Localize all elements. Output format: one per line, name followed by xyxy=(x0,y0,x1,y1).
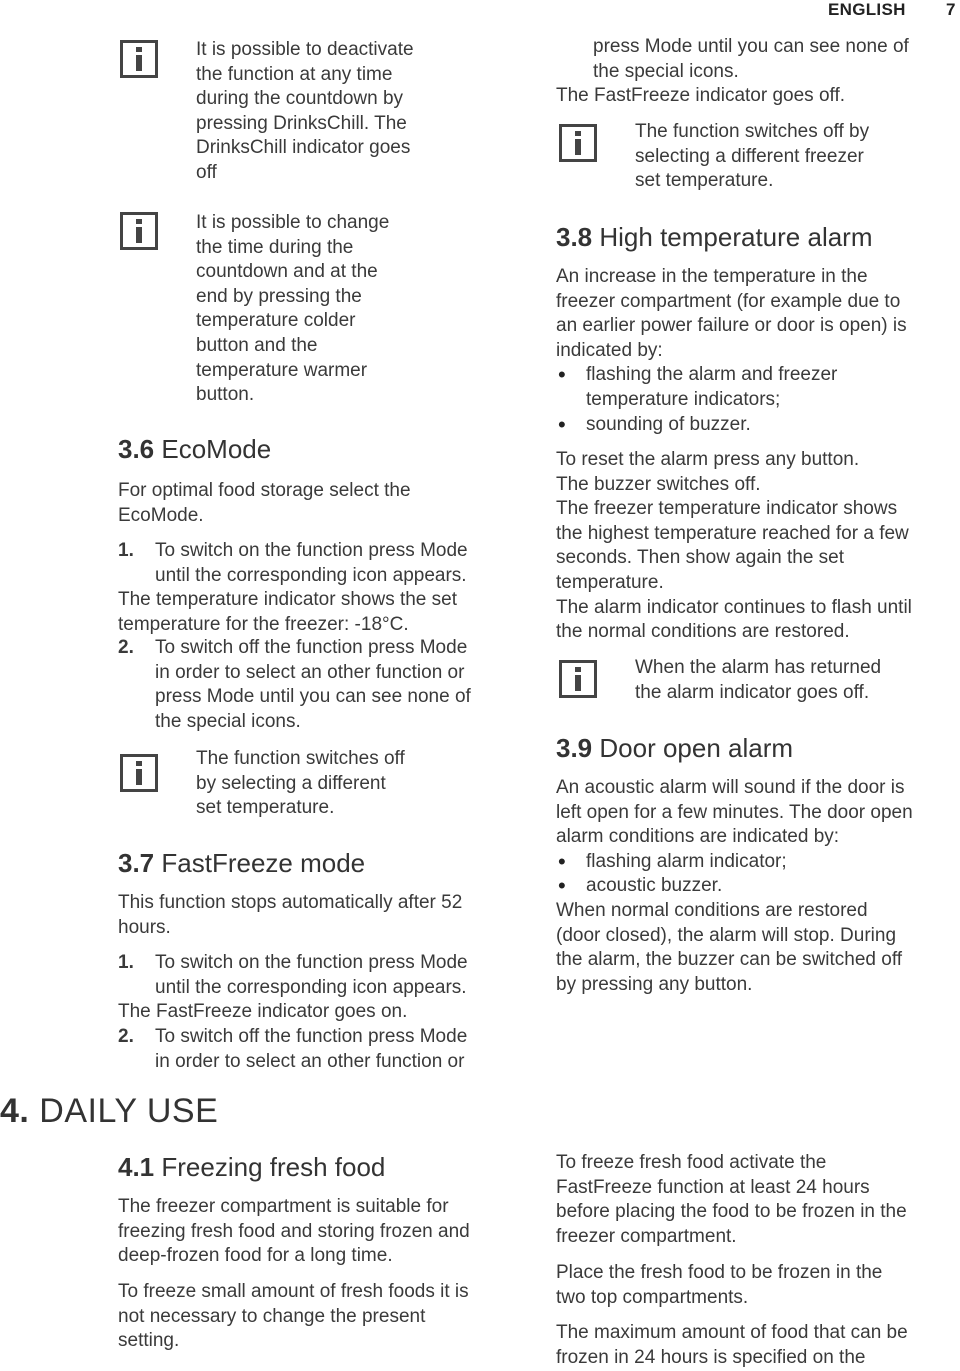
fastfreeze-step-2: 2. To switch off the function press Mode in order to select an other function or xyxy=(118,1026,468,1072)
chapter-heading-4: 4. DAILY USE xyxy=(0,1092,219,1130)
fastfreeze-intro: This function stops automatically after 52 hours. xyxy=(118,892,463,938)
freezing-right-p2: Place the fresh food to be frozen in the two top compartments. xyxy=(556,1262,883,1308)
ecomode-intro: For optimal food storage select the EcoMode. xyxy=(118,480,411,526)
info-note-ecomode-off: The function switches off by selecting a different set temperature. xyxy=(196,748,405,819)
section-heading-4-1: 4.1 Freezing fresh food xyxy=(118,1152,386,1182)
freezing-fresh-food-p1: The freezer compartment is suitable for freezing fresh food and storing frozen and deep-frozen food for a long time. xyxy=(118,1196,470,1267)
language-label: ENGLISH xyxy=(828,0,906,19)
high-temp-alarm-intro: An increase in the temperature in the freezer compartment (for example due to an earlier power failure or door is open) is indicated by: • flashing the alarm and freezer temperature indicators; • sounding of buzzer. xyxy=(556,265,960,437)
info-note-fastfreeze-off: The function switches off by selecting a different freezer set temperature. xyxy=(635,121,870,192)
section-heading-3-9: 3.9 Door open alarm xyxy=(556,733,794,763)
bullet-item: • flashing the alarm and freezer temperature indicators; xyxy=(556,363,960,412)
section-heading-3-7: 3.7 FastFreeze mode xyxy=(118,848,366,878)
high-temp-alarm-reset: To reset the alarm press any button. The buzzer switches off. The freezer temperature indicator shows the highest temperature reached for a few seconds. Then show again the set temperature. The alarm indicator continues to flash until the normal conditions are restored. xyxy=(556,449,912,643)
bullet-item: • flashing alarm indicator; xyxy=(556,850,960,875)
info-note-alarm-returned: When the alarm has returned the alarm indicator goes off. xyxy=(635,657,882,703)
info-icon xyxy=(120,40,158,78)
freezing-right-p3: The maximum amount of food that can be frozen in 24 hours is specified on the xyxy=(556,1322,908,1368)
info-icon xyxy=(120,212,158,250)
section-heading-3-6: 3.6 EcoMode xyxy=(118,434,272,464)
page-number: 7 xyxy=(946,0,956,19)
bullet-item: • sounding of buzzer. xyxy=(556,413,960,438)
bullet-item: • acoustic buzzer. xyxy=(556,874,960,899)
info-icon xyxy=(559,124,597,162)
freezing-right-p1: To freeze fresh food activate the FastFreeze function at least 24 hours before placing the food to be frozen in the freezer compartment. xyxy=(556,1152,907,1247)
fastfreeze-step-2-continued: press Mode until you can see none of the special icons. The FastFreeze indicator goes off. xyxy=(556,36,909,107)
info-note-deactivate: It is possible to deactivate the function at any time during the countdown by pressing DrinksChill. The DrinksChill indicator goes off xyxy=(196,39,414,183)
door-alarm-intro: An acoustic alarm will sound if the door is left open for a few minutes. The door open alarm conditions are indicated by: • flashing alarm indicator; • acoustic buzzer. When normal conditions are restored (door closed), the alarm will stop. During the alarm, the buzzer can be switched off by pressing any button. xyxy=(556,776,960,997)
section-heading-3-8: 3.8 High temperature alarm xyxy=(556,222,873,252)
ecomode-step-2: 2. To switch off the function press Mode in order to select an other function or press Mode until you can see none of the special icons. xyxy=(118,637,471,732)
info-icon xyxy=(120,754,158,792)
fastfreeze-step-1: 1. To switch on the function press Mode until the corresponding icon appears. The FastFreeze indicator goes on. xyxy=(118,952,468,1023)
info-note-change-time: It is possible to change the time during the countdown and at the end by pressing the temperature colder button and the temperature warmer button. xyxy=(196,212,390,406)
freezing-fresh-food-p2: To freeze small amount of fresh foods it is not necessary to change the present setting. xyxy=(118,1281,469,1352)
info-icon xyxy=(559,660,597,698)
ecomode-step-1: 1. To switch on the function press Mode until the corresponding icon appears. The temperature indicator shows the set temperature for the freezer: -18°C. xyxy=(118,540,468,635)
